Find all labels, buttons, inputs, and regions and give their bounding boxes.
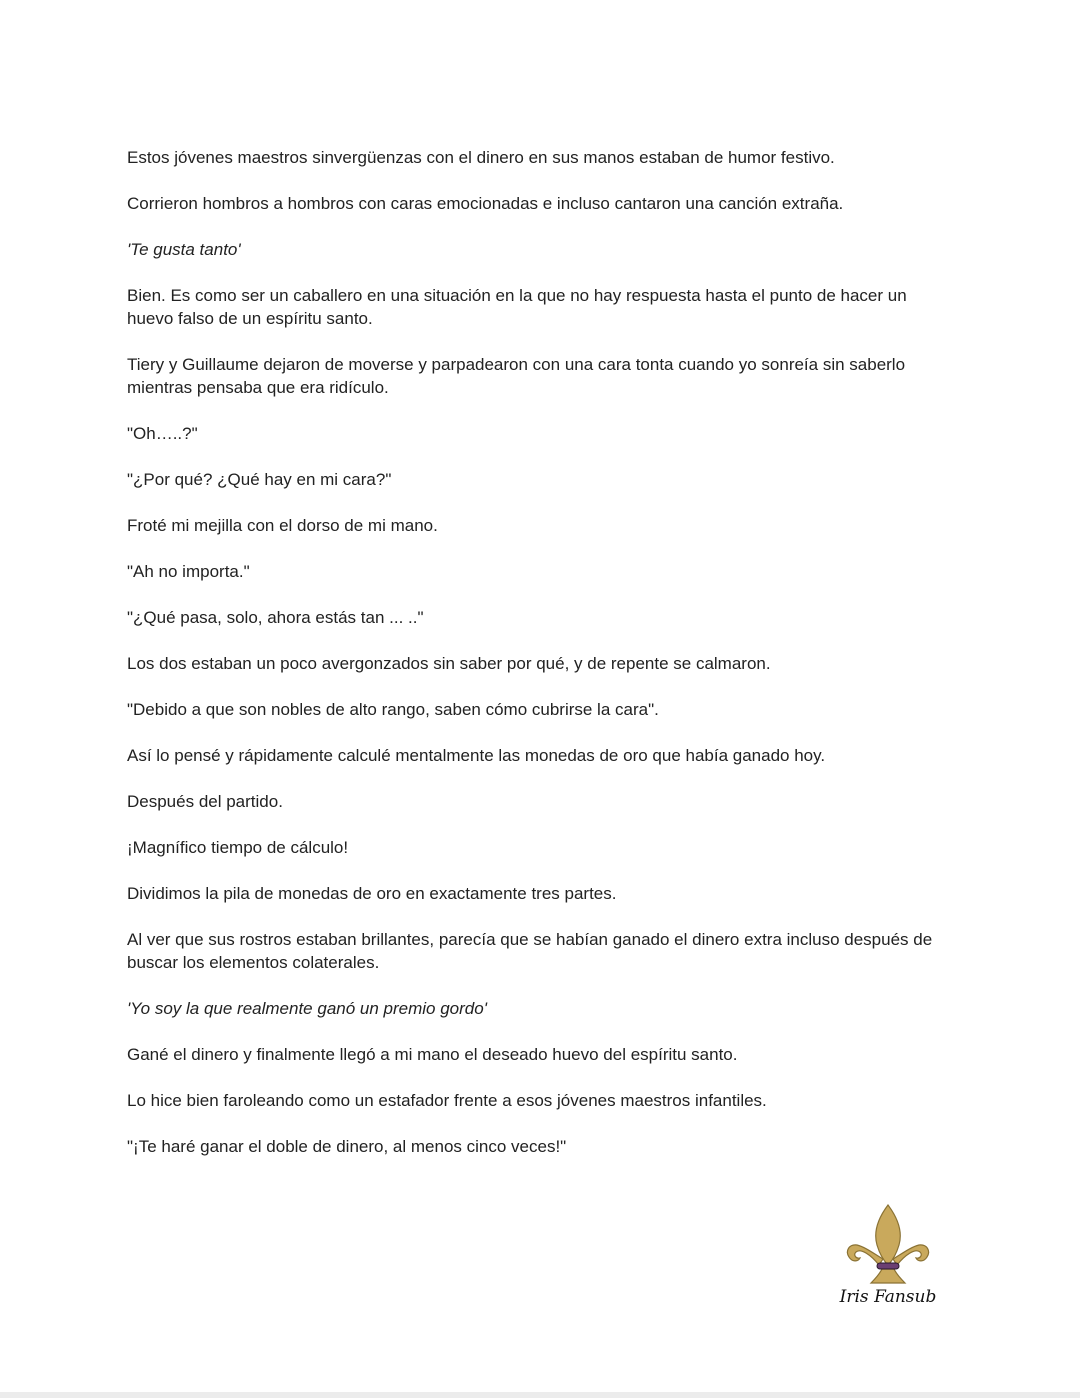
paragraph-7: "¿Por qué? ¿Qué hay en mi cara?" [127,470,392,489]
paragraph-2: Corrieron hombros a hombros con caras emocionadas e incluso cantaron una canción extraña. [127,194,844,213]
paragraph-19: Gané el dinero y finalmente llegó a mi mano el deseado huevo del espíritu santo. [127,1045,738,1064]
paragraph-20: Lo hice bien faroleando como un estafador frente a esos jóvenes maestros infantiles. [127,1091,767,1110]
document-body [127,146,942,1181]
watermark-text: Iris Fansub [839,1287,937,1307]
paragraph-5: Tiery y Guillaume dejaron de moverse y parpadearon con una cara tonta cuando yo sonreía sin saberlo mientras pensaba que era ridículo. [127,355,906,397]
paragraph-13: Así lo pensé y rápidamente calculé mentalmente las monedas de oro que había ganado hoy. [127,746,826,765]
paragraph-15: ¡Magnífico tiempo de cálculo! [127,838,349,857]
paragraph-3: 'Te gusta tanto' [127,240,241,259]
paragraph-18: 'Yo soy la que realmente ganó un premio gordo' [127,999,487,1018]
paragraph-6: "Oh…..?" [127,424,198,443]
paragraph-17: Al ver que sus rostros estaban brillantes, parecía que se habían ganado el dinero extra incluso después de buscar los elementos colaterales. [127,930,933,972]
paragraph-11: Los dos estaban un poco avergonzados sin saber por qué, y de repente se calmaron. [127,654,771,673]
paragraph-10: "¿Qué pasa, solo, ahora estás tan ... .." [127,608,424,627]
paragraph-8: Froté mi mejilla con el dorso de mi mano. [127,516,438,535]
paragraph-21: "¡Te haré ganar el doble de dinero, al menos cinco veces!" [127,1137,567,1156]
paragraph-1: Estos jóvenes maestros sinvergüenzas con el dinero en sus manos estaban de humor festivo. [127,148,835,167]
iris-fansub-watermark [838,1203,938,1318]
page-bottom-edge [0,1392,1080,1398]
paragraph-12: "Debido a que son nobles de alto rango, saben cómo cubrirse la cara". [127,700,659,719]
paragraph-16: Dividimos la pila de monedas de oro en exactamente tres partes. [127,884,617,903]
paragraph-4: Bien. Es como ser un caballero en una situación en la que no hay respuesta hasta el punto de hacer un huevo falso de un espíritu santo. [127,286,907,328]
paragraph-14: Después del partido. [127,792,283,811]
paragraph-9: "Ah no importa." [127,562,250,581]
fleur-de-lis-icon [843,1203,933,1287]
